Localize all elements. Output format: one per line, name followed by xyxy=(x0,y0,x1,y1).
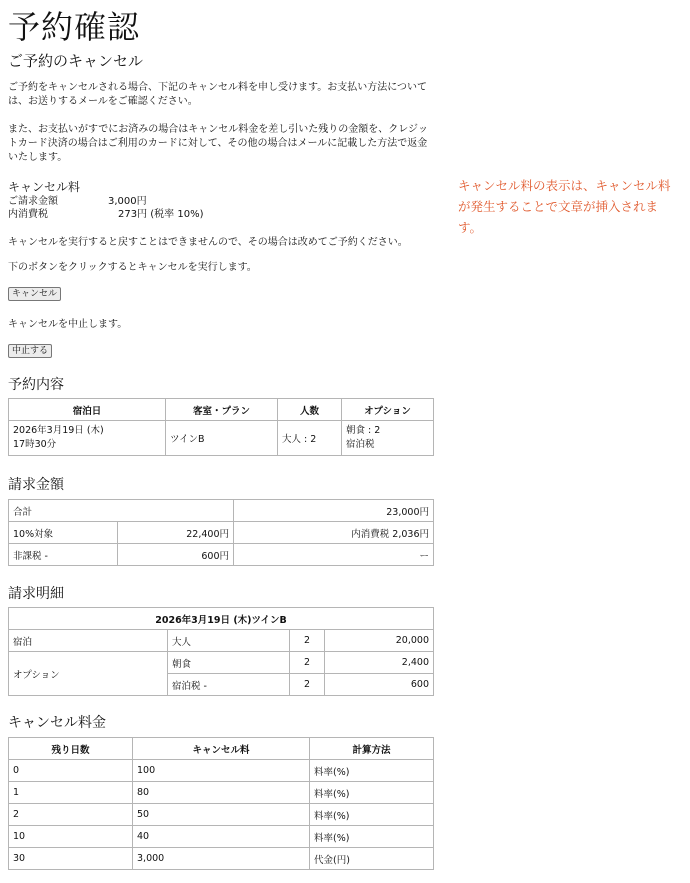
fee-row xyxy=(8,195,308,208)
table-row xyxy=(9,500,434,522)
table-row xyxy=(9,826,434,848)
cancel-fees-title: キャンセル料金 xyxy=(8,715,106,731)
stay-date: 2026年3月19日 (木) xyxy=(13,425,104,436)
fee-label: 内消費税 xyxy=(8,209,48,220)
option-cell xyxy=(342,421,434,456)
detail-group: 宿泊 xyxy=(9,630,168,652)
days-left: 0 xyxy=(9,760,133,782)
table-header: オプション xyxy=(342,399,434,421)
fee-title: キャンセル料 xyxy=(8,180,81,194)
detail-group: オプション xyxy=(9,652,168,696)
people-cell: 大人 : 2 xyxy=(278,421,342,456)
billing-row-amount: 600円 xyxy=(118,544,234,566)
table-header-row xyxy=(9,608,434,630)
detail-qty: 2 xyxy=(290,630,325,652)
table-row xyxy=(9,652,434,674)
reservation-title: 予約内容 xyxy=(8,377,64,393)
annotation-note: キャンセル料の表示は、キャンセル料が発生することで文章が挿入されます。 xyxy=(458,178,671,235)
days-left: 2 xyxy=(9,804,133,826)
table-header-row xyxy=(9,738,434,760)
billing-title: 請求金額 xyxy=(8,477,64,493)
option-item: 朝食 : 2 xyxy=(346,425,381,436)
stay-time: 17時30分 xyxy=(13,439,57,450)
cancel-para-2: また、お支払いがすでにお済みの場合はキャンセル料金を差し引いた残りの金額を、クレジットカード決済の場合はご利用のカードに対して、その他の場合はメールに記載した方法で返金いたします。 xyxy=(8,124,429,163)
total-label: 合計 xyxy=(9,500,234,522)
fee-amount: 50 xyxy=(133,804,310,826)
room-cell: ツインB xyxy=(166,421,278,456)
days-left: 30 xyxy=(9,848,133,870)
billing-row-amount: 22,400円 xyxy=(118,522,234,544)
detail-item: 大人 xyxy=(168,630,290,652)
cancel-section-title: ご予約のキャンセル xyxy=(8,52,144,70)
detail-amount: 20,000 xyxy=(325,630,434,652)
cancel-para-1: ご予約をキャンセルされる場合、下記のキャンセル料を申し受けます。お支払い方法については、お送りするメールをご確認ください。 xyxy=(8,82,427,107)
abort-text: キャンセルを中止します。 xyxy=(8,319,128,330)
detail-item: 朝食 xyxy=(168,652,290,674)
detail-amount: 2,400 xyxy=(325,652,434,674)
table-row xyxy=(9,522,434,544)
cancel-button[interactable]: キャンセル xyxy=(8,287,61,301)
page-title: 予約確認 xyxy=(8,8,141,46)
total-value: 23,000円 xyxy=(234,500,434,522)
detail-header: 2026年3月19日 (木)ツインB xyxy=(9,608,434,630)
billing-row-label: 非課税 - xyxy=(9,544,118,566)
detail-qty: 2 xyxy=(290,674,325,696)
cancel-fees-table xyxy=(8,737,434,870)
billing-row-tax: ー xyxy=(234,544,434,566)
billing-row-label: 10%対象 xyxy=(9,522,118,544)
cancel-instruction: 下のボタンをクリックするとキャンセルを実行します。 xyxy=(8,262,257,273)
detail-title: 請求明細 xyxy=(8,586,64,602)
cancel-warning: キャンセルを実行すると戻すことはできませんので、その場合は改めてご予約ください。 xyxy=(8,237,408,248)
table-row xyxy=(9,804,434,826)
abort-button[interactable]: 中止する xyxy=(8,344,52,358)
days-left: 1 xyxy=(9,782,133,804)
fee-list xyxy=(8,195,308,221)
fee-value: 273円 (税率 10%) xyxy=(118,209,204,220)
table-row xyxy=(9,782,434,804)
fee-amount: 80 xyxy=(133,782,310,804)
table-row xyxy=(9,760,434,782)
table-row xyxy=(9,848,434,870)
detail-table xyxy=(8,607,434,696)
detail-amount: 600 xyxy=(325,674,434,696)
stay-date-cell xyxy=(9,421,166,456)
table-row xyxy=(9,630,434,652)
fee-amount: 3,000 xyxy=(133,848,310,870)
table-header: 客室・プラン xyxy=(166,399,278,421)
fee-value: 3,000円 xyxy=(108,196,147,207)
table-header: 人数 xyxy=(278,399,342,421)
detail-item: 宿泊税 - xyxy=(168,674,290,696)
fee-row xyxy=(8,208,308,221)
fee-amount: 100 xyxy=(133,760,310,782)
fee-amount: 40 xyxy=(133,826,310,848)
detail-qty: 2 xyxy=(290,652,325,674)
calc-method: 料率(%) xyxy=(310,760,434,782)
billing-table xyxy=(8,499,434,566)
days-left: 10 xyxy=(9,826,133,848)
table-header-row xyxy=(9,399,434,421)
option-item: 宿泊税 xyxy=(346,439,375,450)
billing-row-tax: 内消費税 2,036円 xyxy=(234,522,434,544)
table-row xyxy=(9,421,434,456)
calc-method: 代金(円) xyxy=(310,848,434,870)
table-header: 宿泊日 xyxy=(9,399,166,421)
table-header: 残り日数 xyxy=(9,738,133,760)
table-header: キャンセル料 xyxy=(133,738,310,760)
calc-method: 料率(%) xyxy=(310,826,434,848)
table-row xyxy=(9,544,434,566)
calc-method: 料率(%) xyxy=(310,804,434,826)
fee-label: ご請求金額 xyxy=(8,196,58,207)
table-header: 計算方法 xyxy=(310,738,434,760)
calc-method: 料率(%) xyxy=(310,782,434,804)
reservation-table xyxy=(8,398,434,456)
